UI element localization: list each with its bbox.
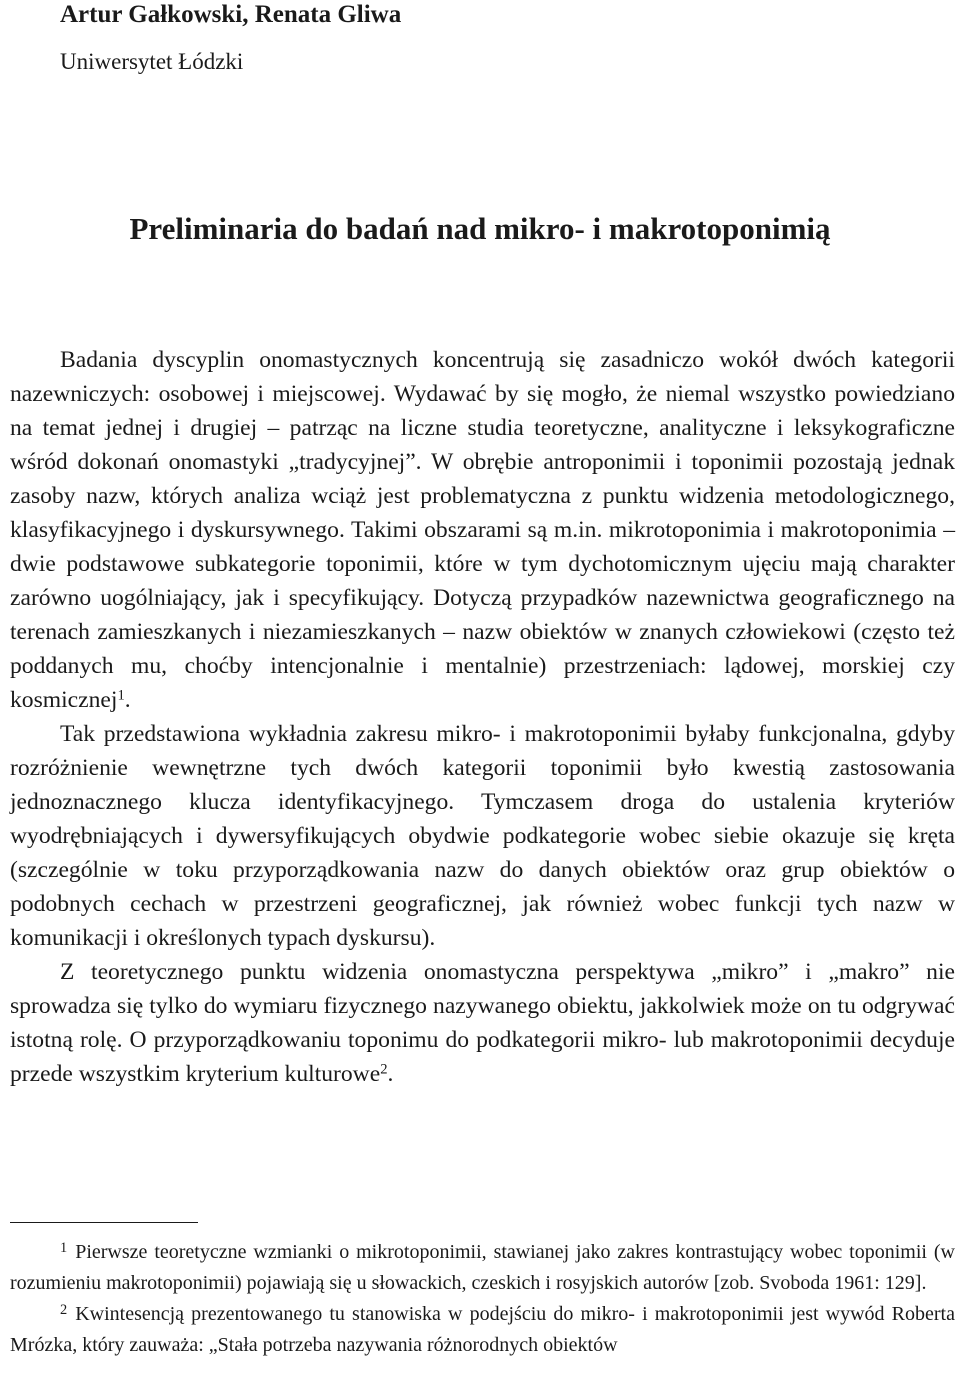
- footnote-1-number: 1: [60, 1239, 68, 1256]
- paragraph-1-end: .: [124, 687, 131, 713]
- footnote-2-text: Kwintesencją prezentowanego tu stanowiska w podejściu do mikro- i makrotoponimii jest wywód Roberta Mrózka, który zauważa: „Stała potrzeba nazywania różnorodnych obiektów: [10, 1303, 955, 1356]
- footnote-2: [10, 1299, 955, 1361]
- footnotes: [10, 1237, 955, 1361]
- paragraph-1: [10, 343, 955, 717]
- paragraph-3: [10, 955, 955, 1091]
- paragraph-1-text: Badania dyscyplin onomastycznych koncentrują się zasadniczo wokół dwóch kategorii nazewniczych: osobowej i miejscowej. Wydawać by się mogło, że niemal wszystko powiedziano na temat jednej i drugiej – patrząc na liczne studia teoretyczne, analityczne i leksykograficzne wśród dokonań onomastyki „tradycyjnej”. W obrębie antroponimii i toponimii pozostają jednak zasoby nazw, których analiza wciąż jest problematyczna z punktu widzenia metodologicznego, klasyfikacyjnego i dyskursywnego. Takimi obszarami są m.in. mikrotoponimia i makrotoponimia – dwie podstawowe subkategorie toponimii, które w tym dychotomicznym ujęciu mają charakter zarówno uogólniający, jak i specyfikujący. Dotyczą przypadków nazewnictwa geograficznego na terenach zamieszkanych i niezamieszkanych – nazw obiektów w znanych człowiekowi (często też poddanych mu, choćby intencjonalnie i mentalnie) przestrzeniach: lądowej, morskiej czy kosmicznej: [10, 347, 955, 713]
- paragraph-2-text: Tak przedstawiona wykładnia zakresu mikro- i makrotoponimii byłaby funkcjonalna, gdyby rozróżnienie wewnętrzne tych dwóch kategorii toponimii było kwestią zastosowania jednoznacznego klucza identyfikacyjnego. Tymczasem droga do ustalenia kryteriów wyodrębniających i dywersyfikujących obydwie podkategorie wobec siebie okazuje się kręta (szczególnie w toku przyporządkowania nazw do danych obiektów oraz grup obiektów o podobnych cechach w przestrzeni geograficznej, jak również wobec funkcji tych nazw w komunikacji i określonych typach dyskursu).: [10, 721, 955, 951]
- footnote-ref-2[interactable]: 2: [380, 1061, 388, 1078]
- affiliation: Uniwersytet Łódzki: [60, 49, 244, 74]
- paragraph-3-text: Z teoretycznego punktu widzenia onomastyczna perspektywa „mikro” i „makro” nie sprowadza się tylko do wymiaru fizycznego nazywanego obiektu, jakkolwiek może on tu odgrywać istotną rolę. O przyporządkowaniu toponimu do podkategorii mikro- lub makrotoponimii decyduje przede wszystkim kryterium kulturowe: [10, 959, 955, 1087]
- authors: Artur Gałkowski, Renata Gliwa: [60, 1, 402, 28]
- paragraph-3-end: .: [387, 1061, 394, 1087]
- footnote-1: [10, 1237, 955, 1299]
- footnote-1-text: Pierwsze teoretyczne wzmianki o mikrotoponimii, stawianej jako zakres kontrastujący wobec toponimii (w rozumieniu makrotoponimii) pojawiają się u słowackich, czeskich i rosyjskich autorów [zob. Svoboda 1961: 129].: [10, 1241, 955, 1294]
- body-text: [10, 343, 955, 1091]
- article-title: Preliminaria do badań nad mikro- i makrotoponimią: [129, 211, 831, 246]
- footnote-ref-1[interactable]: 1: [117, 687, 125, 704]
- footnote-separator: [10, 1222, 198, 1223]
- paragraph-2: [10, 717, 955, 955]
- footnote-2-number: 2: [60, 1301, 68, 1318]
